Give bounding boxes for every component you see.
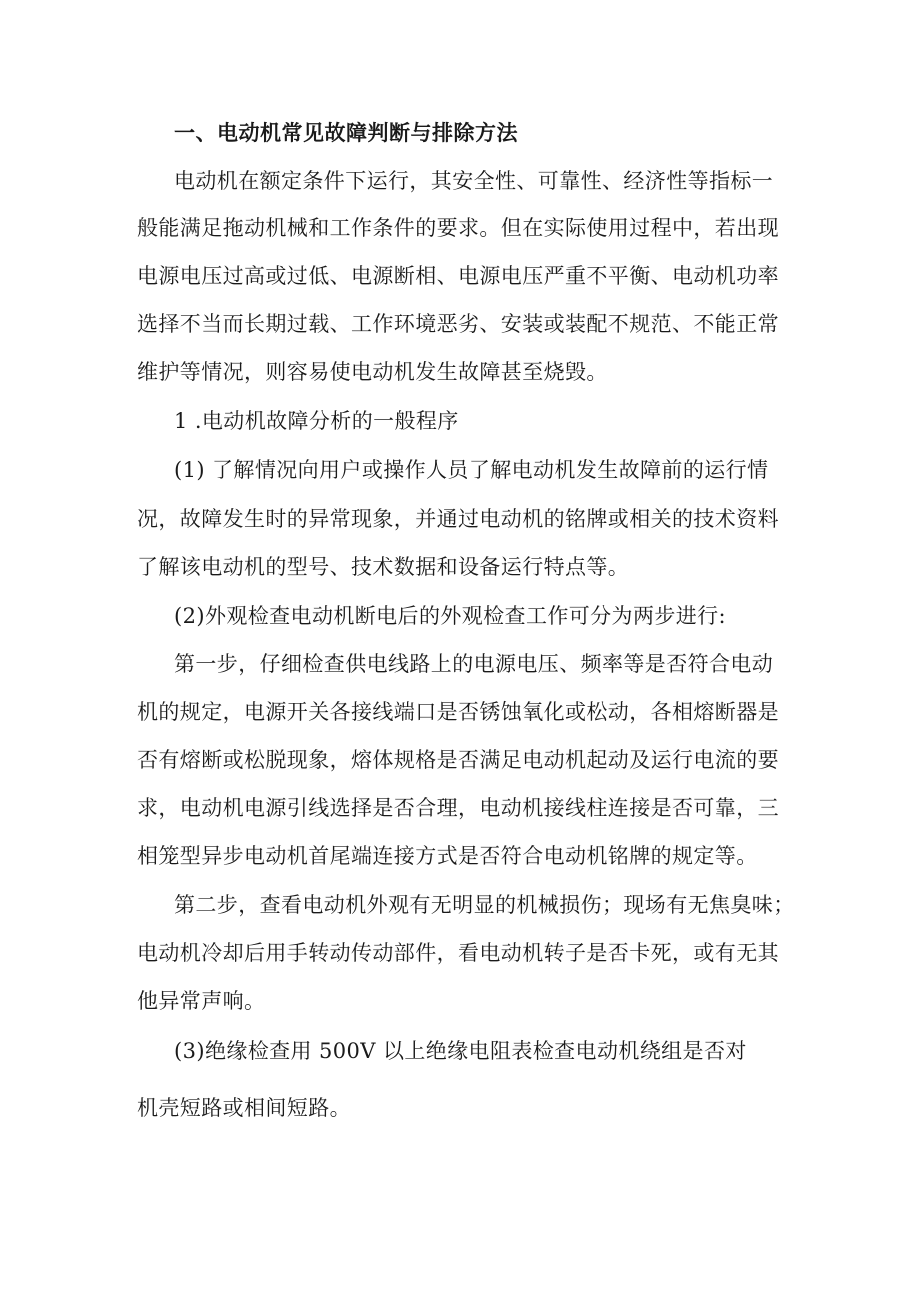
section-heading: 一、电动机常见故障判断与排除方法 xyxy=(174,120,518,145)
paragraph-line: 况，故障发生时的异常现象，并通过电动机的铭牌或相关的技术资料 xyxy=(137,507,779,531)
paragraph-line: 选择不当而长期过载、工作环境恶劣、安装或装配不规范、不能正常 xyxy=(137,312,779,336)
paragraph-line: 他异常声响。 xyxy=(137,989,266,1013)
paragraph-line: 电源电压过高或过低、电源断相、电源电压严重不平衡、电动机功率 xyxy=(137,264,779,288)
paragraph-line: 机壳短路或相间短路。 xyxy=(137,1096,351,1120)
paragraph-line: 相笼型异步电动机首尾端连接方式是否符合电动机铭牌的规定等。 xyxy=(137,844,758,868)
paragraph-line: 了解该电动机的型号、技术数据和设备运行特点等。 xyxy=(137,555,630,579)
paragraph-line: 机的规定，电源开关各接线端口是否锈蚀氧化或松动，各相熔断器是 xyxy=(137,700,779,724)
paragraph-line: (1) 了解情况向用户或操作人员了解电动机发生故障前的运行情 xyxy=(174,458,769,482)
paragraph-line: 第一步，仔细检查供电线路上的电源电压、频率等是否符合电动 xyxy=(174,652,774,676)
paragraph-line: (3)绝缘检查用 500V 以上绝缘电阻表检查电动机绕组是否对 xyxy=(174,1039,747,1063)
paragraph-line: 电动机在额定条件下运行，其安全性、可靠性、经济性等指标一 xyxy=(174,169,774,193)
paragraph-line: 求，电动机电源引线选择是否合理，电动机接线柱连接是否可靠，三 xyxy=(137,796,779,820)
paragraph-line: 第二步，查看电动机外观有无明显的机械损伤；现场有无焦臭味； xyxy=(174,893,795,917)
paragraph-line: 般能满足拖动机械和工作条件的要求。但在实际使用过程中，若出现 xyxy=(137,216,779,240)
paragraph-line: 否有熔断或松脱现象，熔体规格是否满足电动机起动及运行电流的要 xyxy=(137,748,779,772)
paragraph-line: (2)外观检查电动机断电后的外观检查工作可分为两步进行: xyxy=(174,604,727,628)
paragraph-line: 电动机冷却后用手转动传动部件，看电动机转子是否卡死，或有无其 xyxy=(137,941,779,965)
subsection-heading: 1 .电动机故障分析的一般程序 xyxy=(174,409,459,433)
paragraph-line: 维护等情况，则容易使电动机发生故障甚至烧毁。 xyxy=(137,360,608,384)
